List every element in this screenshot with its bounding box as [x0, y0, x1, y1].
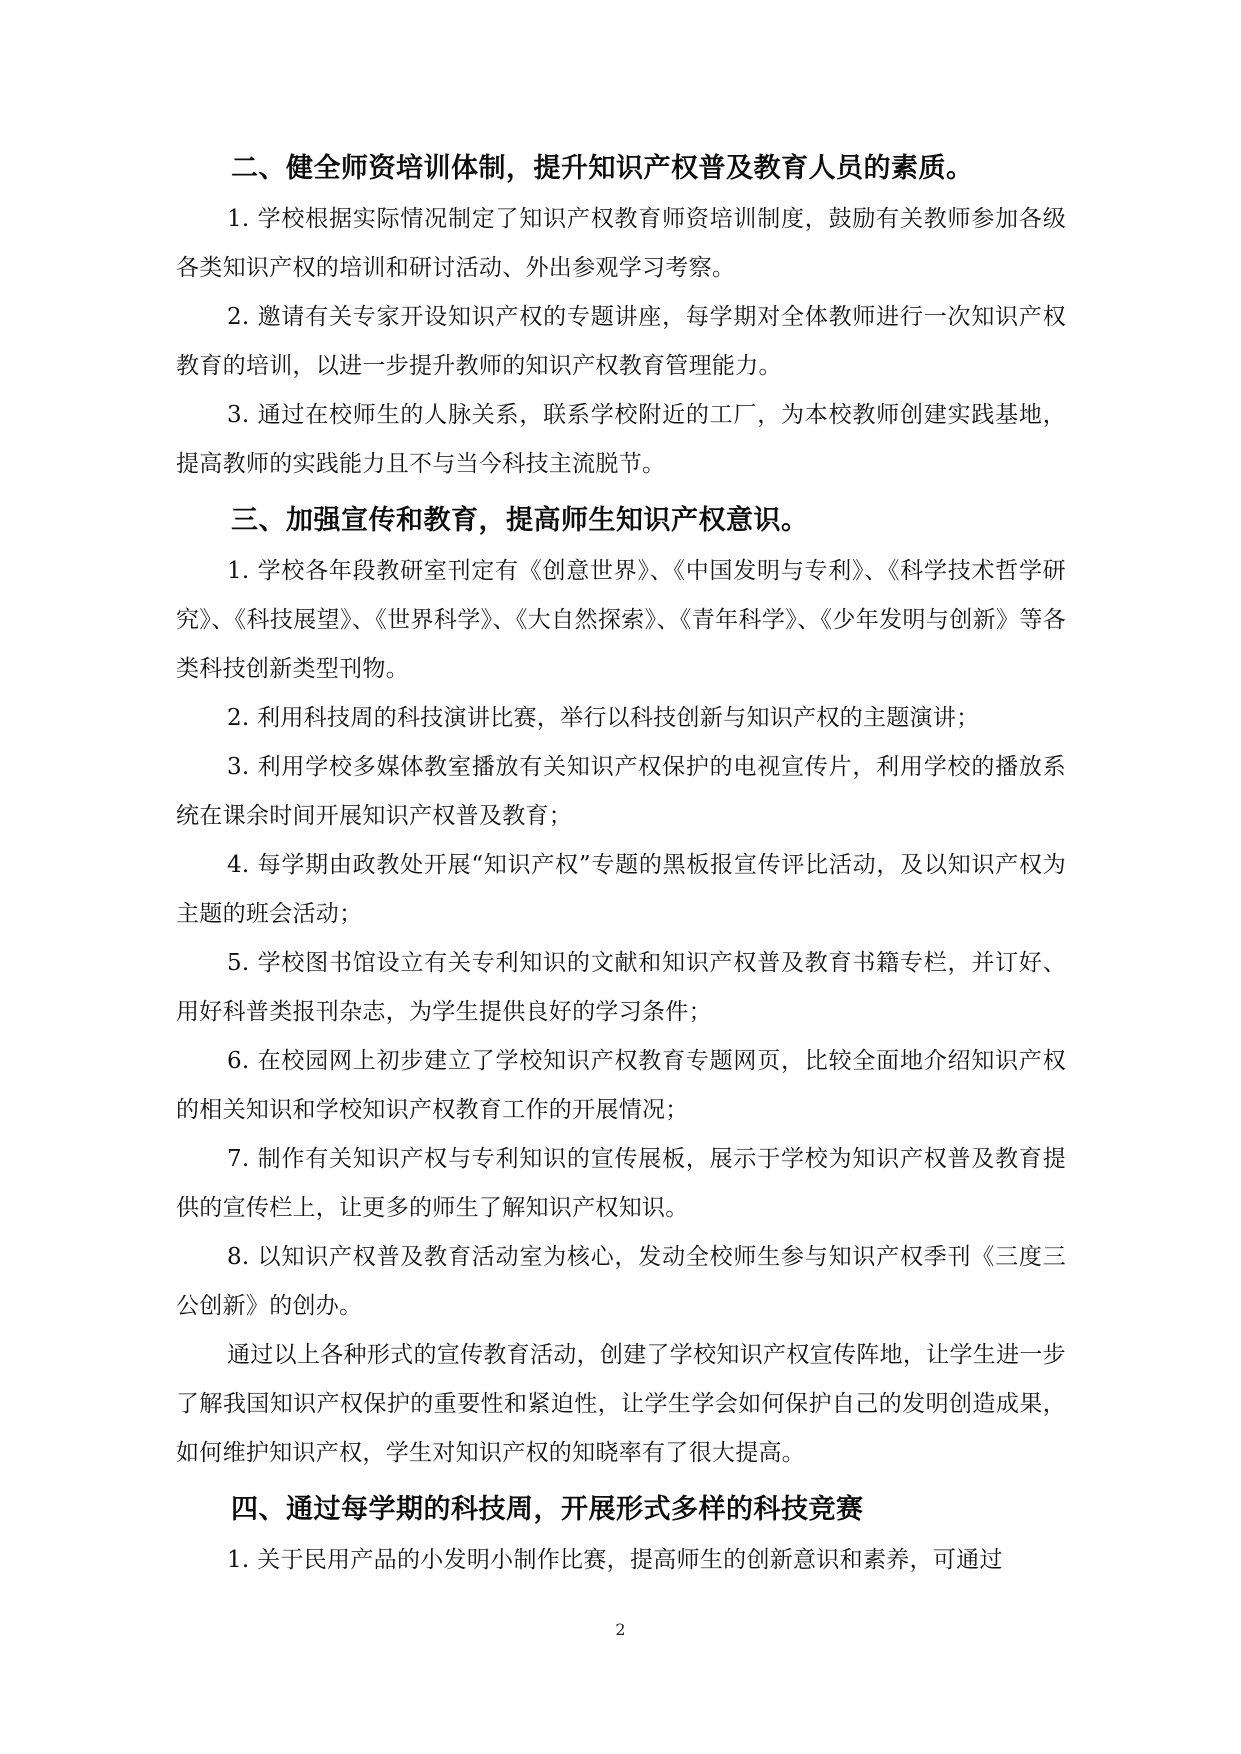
section-heading: 三、加强宣传和教育，提高师生知识产权意识。: [231, 505, 809, 536]
section-teacher-training: [176, 145, 1066, 489]
section-heading: 四、通过每学期的科技周，开展形式多样的科技竞赛: [231, 1494, 864, 1525]
paragraph: 1. 关于民用产品的小发明小制作比赛，提高师生的创新意识和素养，可通过: [227, 1547, 1003, 1573]
paragraph: 8. 以知识产权普及教育活动室为核心，发动全校师生参与知识产权季刊《三度三公创新》的创办。: [176, 1244, 1066, 1319]
page-number: 2: [615, 1620, 626, 1639]
paragraph: 通过以上各种形式的宣传教育活动，创建了学校知识产权宣传阵地，让学生进一步了解我国知识产权保护的重要性和紧迫性，让学生学会如何保护自己的发明创造成果，如何维护知识产权，学生对知识产权的知晓率有了很大提高。: [176, 1342, 1066, 1466]
paragraph: 3. 利用学校多媒体教室播放有关知识产权保护的电视宣传片，利用学校的播放系统在课余时间开展知识产权普及教育；: [176, 754, 1066, 829]
paragraph: 1. 学校各年段教研室刊定有《创意世界》、《中国发明与专利》、《科学技术哲学研究》、《科技展望》、《世界科学》、《大自然探索》、《青年科学》、《少年发明与创新》等各类科技创新类型刊物。: [176, 558, 1066, 682]
section-heading: 二、健全师资培训体制，提升知识产权普及教育人员的素质。: [231, 153, 974, 184]
document-body: [176, 145, 1066, 1593]
paragraph: 3. 通过在校师生的人脉关系，联系学校附近的工厂，为本校教师创建实践基地，提高教师的实践能力且不与当今科技主流脱节。: [176, 402, 1066, 477]
paragraph: 5. 学校图书馆设立有关专利知识的文献和知识产权普及教育书籍专栏，并订好、用好科普类报刊杂志，为学生提供良好的学习条件；: [176, 950, 1066, 1025]
section-publicity-education: [176, 497, 1066, 1478]
paragraph: 2. 邀请有关专家开设知识产权的专题讲座，每学期对全体教师进行一次知识产权教育的培训，以进一步提升教师的知识产权教育管理能力。: [176, 304, 1066, 379]
paragraph: 2. 利用科技周的科技演讲比赛，举行以科技创新与知识产权的主题演讲；: [227, 705, 980, 731]
paragraph: 7. 制作有关知识产权与专利知识的宣传展板，展示于学校为知识产权普及教育提供的宣传栏上，让更多的师生了解知识产权知识。: [176, 1146, 1066, 1221]
paragraph: 4. 每学期由政教处开展“知识产权”专题的黑板报宣传评比活动，及以知识产权为主题的班会活动；: [176, 852, 1066, 927]
section-tech-competition: [176, 1486, 1066, 1585]
paragraph: 1. 学校根据实际情况制定了知识产权教育师资培训制度，鼓励有关教师参加各级各类知识产权的培训和研讨活动、外出参观学习考察。: [176, 206, 1066, 281]
paragraph: 6. 在校园网上初步建立了学校知识产权教育专题网页，比较全面地介绍知识产权的相关知识和学校知识产权教育工作的开展情况；: [176, 1048, 1066, 1123]
